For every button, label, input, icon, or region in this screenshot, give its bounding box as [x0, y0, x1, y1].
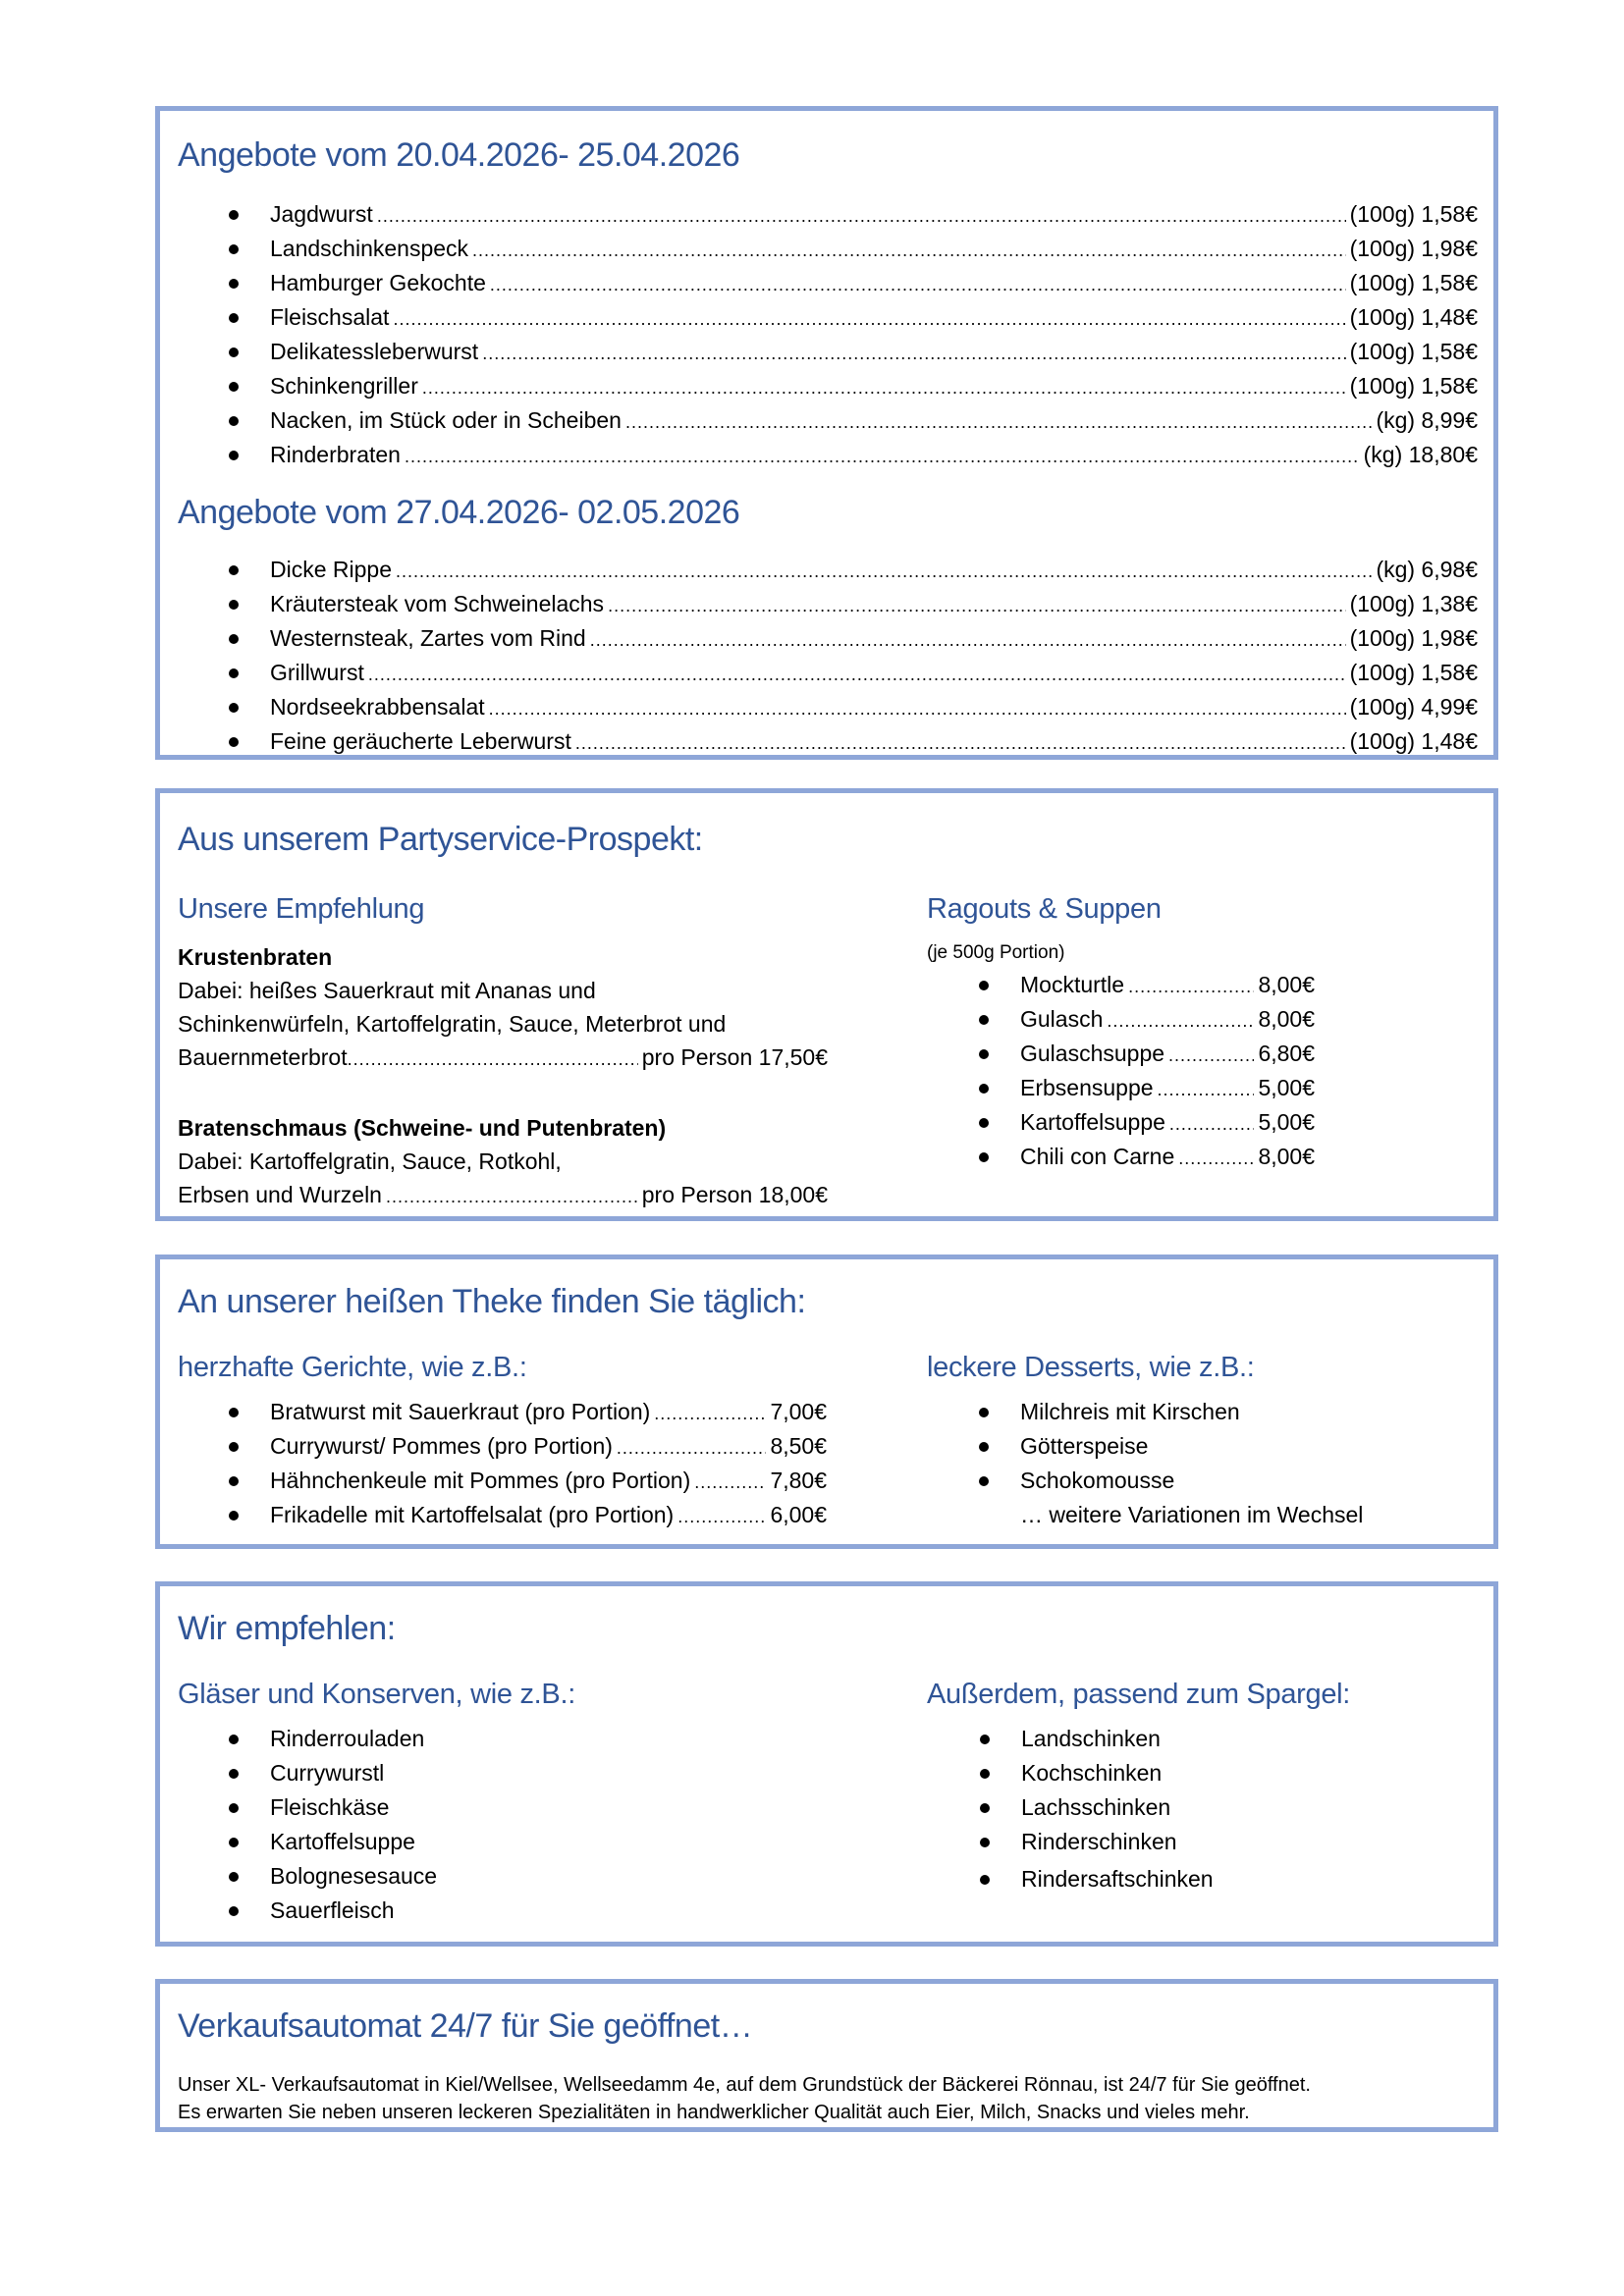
- list-item: Frikadelle mit Kartoffelsalat (pro Portion) ..... 6,00€: [270, 1498, 827, 1531]
- bullet-icon: [229, 634, 239, 644]
- bullet-icon: [229, 244, 239, 254]
- bullet-icon: [229, 1838, 239, 1847]
- list-item: Schinkengriller ..... (100g) 1,58€: [270, 369, 1478, 402]
- bullet-icon: [229, 1803, 239, 1813]
- list-item: Feine geräucherte Leberwurst ..... (100g) 1,48€: [270, 724, 1478, 758]
- hot-left-heading: herzhafte Gerichte, wie z.B.:: [178, 1352, 527, 1383]
- list-item: Grillwurst ..... (100g) 1,58€: [270, 656, 1478, 689]
- list-item: Rinderschinken: [1021, 1825, 1177, 1858]
- list-item: Mockturtle ..... 8,00€: [1020, 968, 1315, 1001]
- recommend-left-heading: Gläser und Konserven, wie z.B.:: [178, 1679, 575, 1710]
- bullet-icon: [979, 1442, 989, 1452]
- recommend-right-heading: Außerdem, passend zum Spargel:: [927, 1679, 1351, 1710]
- bullet-icon: [229, 382, 239, 392]
- dish-bratenschmaus-desc: Dabei: Kartoffelgratin, Sauce, Rotkohl,: [178, 1148, 562, 1174]
- dish-bratenschmaus-price-line: Erbsen und Wurzeln ..... pro Person 18,00€: [178, 1178, 828, 1211]
- party-left-heading: Unsere Empfehlung: [178, 893, 425, 925]
- bullet-icon: [229, 279, 239, 289]
- list-item: Milchreis mit Kirschen: [1020, 1395, 1240, 1428]
- bullet-icon: [980, 1735, 990, 1744]
- dish-krustenbraten-name: Krustenbraten: [178, 944, 333, 970]
- list-item: Currywurst/ Pommes (pro Portion) ..... 8,50€: [270, 1429, 827, 1463]
- list-item: Chili con Carne ..... 8,00€: [1020, 1140, 1315, 1173]
- dish-krustenbraten-desc: Dabei: heißes Sauerkraut mit Ananas und: [178, 978, 596, 1003]
- list-item: Currywurstl: [270, 1756, 384, 1789]
- offers1-title: Angebote vom 20.04.2026- 25.04.2026: [178, 136, 740, 174]
- recommend-title: Wir empfehlen:: [178, 1610, 396, 1647]
- list-item: Sauerfleisch: [270, 1894, 395, 1927]
- bullet-icon: [979, 1476, 989, 1486]
- list-item: Dicke Rippe ..... (kg) 6,98€: [270, 553, 1478, 586]
- dish-krustenbraten-desc: Schinkenwürfeln, Kartoffelgratin, Sauce, Meterbrot und: [178, 1011, 727, 1037]
- bullet-icon: [980, 1803, 990, 1813]
- list-item: Bratwurst mit Sauerkraut (pro Portion) ..... 7,00€: [270, 1395, 827, 1428]
- bullet-icon: [229, 347, 239, 357]
- bullet-icon: [229, 565, 239, 575]
- list-item: Fleischsalat ..... (100g) 1,48€: [270, 300, 1478, 334]
- list-item: Landschinken: [1021, 1722, 1161, 1755]
- list-item: Rinderbraten ..... (kg) 18,80€: [270, 438, 1478, 471]
- offers-box: [155, 106, 1498, 760]
- bullet-icon: [979, 981, 989, 990]
- vending-text-line1: Unser XL- Verkaufsautomat in Kiel/Wellsee, Wellseedamm 4e, auf dem Grundstück der Bäckerei Rönnau, ist 24/7 für Sie geöffnet.: [178, 2074, 1311, 2096]
- list-item: Nacken, im Stück oder in Scheiben ..... (kg) 8,99€: [270, 403, 1478, 437]
- party-right-heading: Ragouts & Suppen: [927, 893, 1162, 925]
- recommend-box: [155, 1581, 1498, 1947]
- bullet-icon: [229, 1408, 239, 1417]
- list-item: Kartoffelsuppe ..... 5,00€: [1020, 1105, 1315, 1139]
- list-item: Gulaschsuppe ..... 6,80€: [1020, 1037, 1315, 1070]
- hot-right-heading: leckere Desserts, wie z.B.:: [927, 1352, 1255, 1383]
- hot-counter-box: [155, 1255, 1498, 1549]
- vending-text-line2: Es erwarten Sie neben unseren leckeren Spezialitäten in handwerklicher Qualität auch Eier, Milch, Snacks und vieles mehr.: [178, 2102, 1250, 2123]
- dish-bratenschmaus-name: Bratenschmaus (Schweine- und Putenbraten): [178, 1115, 667, 1141]
- list-item: Götterspeise: [1020, 1429, 1148, 1463]
- bullet-icon: [229, 313, 239, 323]
- bullet-icon: [979, 1118, 989, 1128]
- hot-title: An unserer heißen Theke finden Sie täglich:: [178, 1283, 806, 1320]
- bullet-icon: [229, 210, 239, 220]
- list-item: Hamburger Gekochte ..... (100g) 1,58€: [270, 266, 1478, 299]
- bullet-icon: [979, 1408, 989, 1417]
- party-title: Aus unserem Partyservice-Prospekt:: [178, 821, 703, 858]
- list-item: Rindersaftschinken: [1021, 1862, 1214, 1896]
- list-item: Landschinkenspeck ..... (100g) 1,98€: [270, 232, 1478, 265]
- bullet-icon: [229, 1476, 239, 1486]
- bullet-icon: [979, 1015, 989, 1025]
- list-item: Westernsteak, Zartes vom Rind ..... (100g) 1,98€: [270, 621, 1478, 655]
- bullet-icon: [229, 668, 239, 678]
- soups-portion-note: (je 500g Portion): [927, 942, 1065, 963]
- partyservice-box: [155, 788, 1498, 1221]
- list-item: Kartoffelsuppe: [270, 1825, 415, 1858]
- bullet-icon: [229, 1769, 239, 1779]
- dish-krustenbraten-price-line: Bauernmeterbrot ..... pro Person 17,50€: [178, 1041, 828, 1074]
- bullet-icon: [979, 1152, 989, 1162]
- list-item: Jagdwurst ..... (100g) 1,58€: [270, 197, 1478, 231]
- bullet-icon: [980, 1875, 990, 1885]
- list-item: Erbsensuppe ..... 5,00€: [1020, 1071, 1315, 1104]
- list-item: Schokomousse: [1020, 1464, 1174, 1497]
- bullet-icon: [229, 737, 239, 747]
- bullet-icon: [979, 1084, 989, 1094]
- list-item: Rinderrouladen: [270, 1722, 424, 1755]
- list-item: Lachsschinken: [1021, 1790, 1170, 1824]
- bullet-icon: [229, 1735, 239, 1744]
- list-item: Kräutersteak vom Schweinelachs ..... (100g) 1,38€: [270, 587, 1478, 620]
- list-item: Fleischkäse: [270, 1790, 389, 1824]
- vending-title: Verkaufsautomat 24/7 für Sie geöffnet…: [178, 2007, 753, 2045]
- bullet-icon: [229, 451, 239, 460]
- offers2-title: Angebote vom 27.04.2026- 02.05.2026: [178, 494, 740, 531]
- bullet-icon: [980, 1838, 990, 1847]
- bullet-icon: [229, 1872, 239, 1882]
- bullet-icon: [229, 1442, 239, 1452]
- vending-box: [155, 1979, 1498, 2132]
- desserts-note: … weitere Variationen im Wechsel: [1020, 1502, 1364, 1527]
- list-item: Hähnchenkeule mit Pommes (pro Portion) ..... 7,80€: [270, 1464, 827, 1497]
- bullet-icon: [980, 1769, 990, 1779]
- bullet-icon: [229, 703, 239, 713]
- bullet-icon: [229, 416, 239, 426]
- list-item: Nordseekrabbensalat ..... (100g) 4,99€: [270, 690, 1478, 723]
- list-item: Delikatessleberwurst ..... (100g) 1,58€: [270, 335, 1478, 368]
- list-item: Kochschinken: [1021, 1756, 1162, 1789]
- bullet-icon: [979, 1049, 989, 1059]
- list-item: Bolognesesauce: [270, 1859, 437, 1893]
- list-item: Gulasch ..... 8,00€: [1020, 1002, 1315, 1036]
- bullet-icon: [229, 600, 239, 610]
- bullet-icon: [229, 1511, 239, 1521]
- bullet-icon: [229, 1906, 239, 1916]
